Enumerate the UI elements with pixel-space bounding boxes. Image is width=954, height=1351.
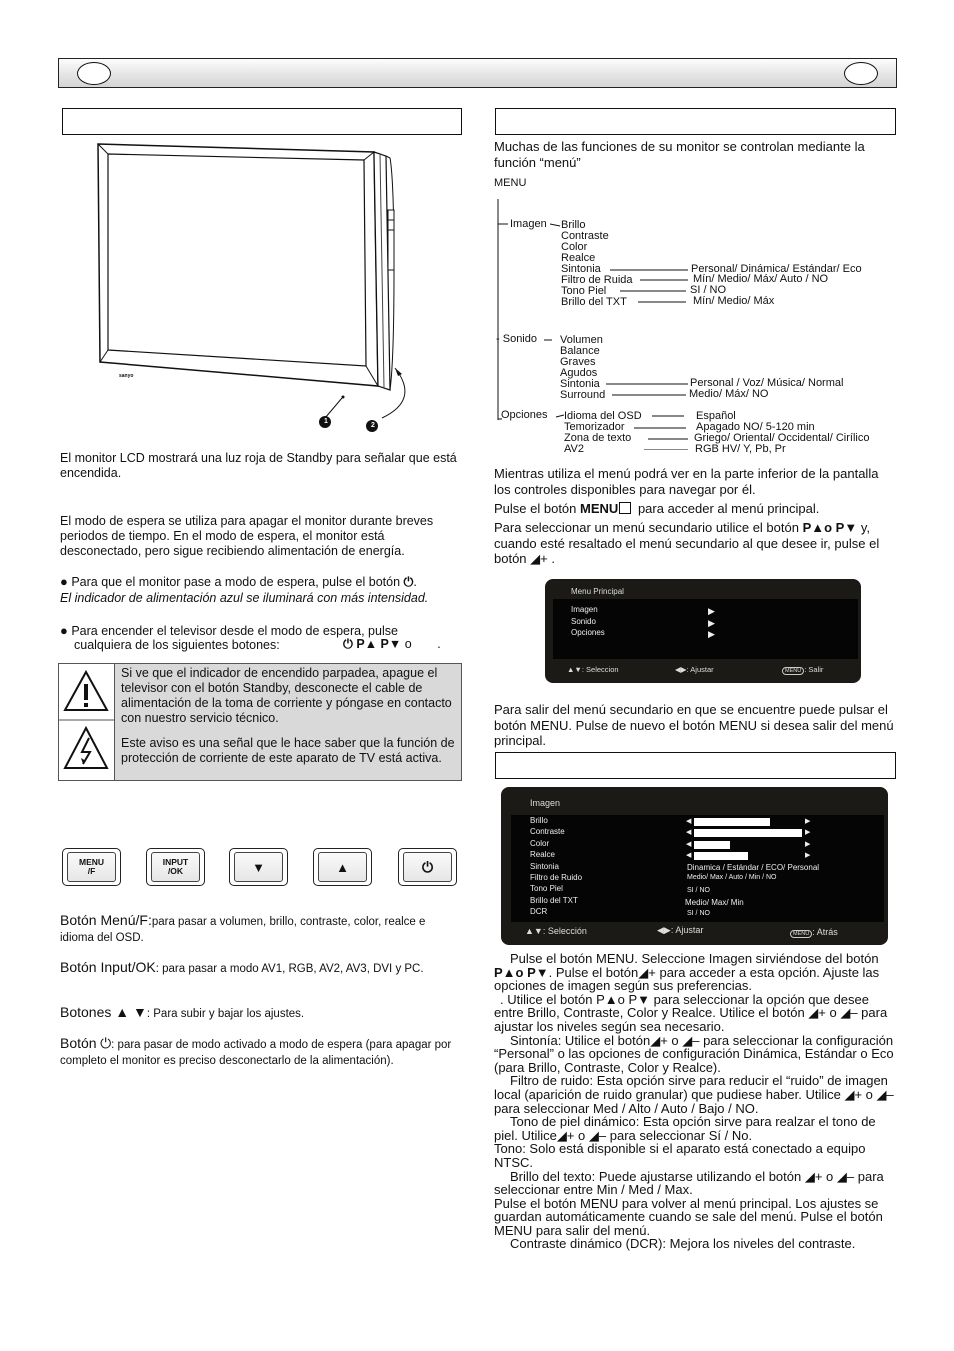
nav-menu-line-b: para acceder al menú principal.: [637, 501, 820, 516]
tree-item: Contraste: [561, 230, 609, 242]
menu-intro: Muchas de las funciones de su monitor se controlan mediante la función “menú”: [494, 139, 865, 170]
or-label: o: [404, 637, 412, 651]
tree-opciones-opt-1: Español: [696, 410, 736, 422]
up-key-label: ▲: [318, 852, 367, 882]
nav-submenu-a: Para seleccionar un menú secundario utilice el botón: [494, 520, 799, 535]
tree-imagen-opt-3: SI / NO: [690, 284, 727, 296]
imagen-instructions: [494, 952, 894, 1251]
warning-box: [58, 663, 462, 781]
nav-menu-line-a: Pulse el botón: [494, 501, 577, 516]
imagen-step-1: [494, 952, 894, 993]
slider-bar-brillo: [694, 818, 770, 826]
trailing-dot: .: [437, 637, 441, 651]
right-section-header: [495, 108, 896, 135]
tree-item: Surround: [560, 389, 606, 401]
imagen-step-1-c: + para acceder a esta opción. Ajuste las opciones de imagen según sus preferencias.: [494, 964, 880, 994]
slider-bar-contraste: [694, 829, 802, 837]
warning-text-2: Este aviso es una señal que le hace saber que la función de protección de corriente de este aparato de TV está activa.: [121, 736, 455, 765]
channel-keys: P▲ P▼: [356, 637, 402, 651]
power-icon: ⏻: [100, 1035, 112, 1051]
tree-item: Brillo: [561, 219, 586, 231]
desc-power-text: : para pasar de modo activado a modo de espera (para apagar por completo el monitor es preciso desconectarlo de la alimentación).: [60, 1039, 452, 1067]
osd-item-dcr: DCR: [530, 907, 548, 917]
arrow-left-icon: ◀: [686, 852, 692, 860]
menu-label: MENU: [494, 177, 527, 189]
down-key-label: ▼: [234, 852, 283, 882]
menu-key-label: MENU /F: [67, 852, 116, 882]
bullet-standby: ● Para que el monitor pase a modo de espera, pulse el botón ⏻.: [60, 574, 417, 589]
tv-illustration: [90, 140, 420, 440]
tree-imagen-items: [561, 220, 633, 308]
left-section-header: [62, 108, 462, 135]
standby-paragraph: El modo de espera se utiliza para apagar el monitor durante breves periodos de tiempo. En el modo de espera, el monitor está desconectado, pero sigue recibiendo alimentación de energía.: [60, 514, 434, 558]
osd-item-color: Color: [530, 838, 550, 848]
tree-item: Sintonia: [560, 378, 600, 390]
menu-key-glyph: MENU: [580, 501, 619, 516]
osd-footer-adjust-text: : Ajustar: [686, 665, 714, 674]
tree-imagen: Imagen: [510, 218, 547, 230]
tree-sonido: - Sonido: [496, 333, 537, 345]
tree-item: Filtro de Ruida: [561, 274, 633, 286]
tree-opciones-opt-4: RGB HV/ Y, Pb, Pr: [695, 443, 786, 455]
imagen-step-7: Brillo del texto: Puede ajustarse utilizando el botón ◢+ o ◢– para seleccionar entre Min / Med / Max.: [494, 1168, 884, 1198]
header-right-oval: [844, 62, 878, 85]
bullet-wake: ● Para encender el televisor desde el modo de espera, pulse: [60, 623, 398, 638]
desc-menu-text: para pasar a volumen, brillo, contraste, color, realce e idioma del OSD.: [60, 916, 426, 944]
osd-opt-filtro: Medio/ Max / Auto / Min / NO: [687, 874, 777, 881]
nav-submenu-b: y, cuando esté resaltado el menú secundario al que desee ir, pulse el botón: [494, 520, 880, 566]
osd-footer-back-text: : Atrás: [812, 927, 838, 937]
tree-item: AV2: [564, 443, 584, 455]
osd-main-footer-exit: [782, 665, 823, 674]
imagen-step-6: Tono: Solo está disponible si el aparato está conectado a equipo NTSC.: [494, 1141, 866, 1170]
callout-1: 1: [324, 418, 328, 425]
slider-bar-realce: [694, 852, 748, 860]
tree-item: Volumen: [560, 334, 603, 346]
desc-updown-heading: Botones ▲ ▼: [60, 1004, 147, 1020]
imagen-step-1-a: Pulse el botón MENU. Seleccione Imagen sirviéndose del botón: [510, 951, 879, 966]
power-icon: ⏻: [403, 852, 452, 882]
arrow-right-icon: ▶: [708, 617, 715, 628]
osd-item-contraste: Contraste: [530, 827, 565, 837]
osd-item-sintonia: Sintonia: [530, 861, 559, 871]
menu-pill-icon: MENU: [790, 930, 812, 938]
tree-opciones-opt-2: Apagado NO/ 5-120 min: [696, 421, 815, 433]
up-key: [313, 848, 372, 886]
down-key: [229, 848, 288, 886]
imagen-step-9: Contraste dinámico (DCR): Mejora los niveles del contraste.: [510, 1236, 856, 1252]
volume-icon: ◢: [530, 551, 541, 566]
menu-key: [62, 848, 121, 886]
tree-item: Graves: [560, 356, 596, 368]
updown-icon: ▲▼: [567, 665, 582, 674]
desc-menu-button: [60, 913, 460, 946]
tree-item: Color: [561, 241, 588, 253]
osd-opt-dcr: SI / NO: [687, 910, 710, 917]
osd-main-footer-adjust: [675, 665, 714, 674]
standby-note: El monitor LCD mostrará una luz roja de Standby para señalar que está encendida.: [60, 451, 457, 480]
osd-main-footer-select: [567, 665, 619, 674]
bullet-wake-line1: Para encender el televisor desde el modo de espera, pulse: [71, 624, 398, 638]
tree-sonido-items: [560, 335, 605, 401]
osd-arrow-column: [708, 606, 715, 641]
standby-indicator-note: El indicador de alimentación azul se iluminará con más intensidad.: [60, 591, 429, 605]
osd-main-title: Menu Principal: [571, 587, 624, 596]
imagen-step-1-b: . Pulse el botón: [548, 964, 639, 980]
osd-item-brillo: Brillo: [530, 816, 548, 825]
osd-item-realce: Realce: [530, 850, 555, 860]
warning-icons: [59, 664, 114, 780]
tree-item: Idioma del OSD: [564, 410, 642, 422]
input-key-label: INPUT /OK: [151, 852, 200, 882]
imagen-section-header: [495, 752, 896, 779]
desc-power-button: [60, 1036, 460, 1069]
osd-item-tono: Tono Piel: [530, 884, 563, 894]
tree-imagen-opt-2: Mín/ Medio/ Máx/ Auto / NO: [693, 273, 829, 285]
osd-imagen-footer-adjust: [657, 925, 703, 936]
osd-item-brillo-txt: Brillo del TXT: [530, 895, 578, 905]
tree-item: Zona de texto: [564, 432, 632, 444]
lightning-icon: [65, 728, 107, 768]
bullet-standby-text: Para que el monitor pase a modo de espera, pulse el botón: [71, 575, 401, 589]
input-key: [146, 848, 205, 886]
tree-sonido-opt-2: Medio/ Máx/ NO: [689, 388, 769, 400]
tree-item: Brillo del TXT: [561, 296, 627, 308]
exit-paragraph: Para salir del menú secundario en que se encuentre puede pulsar el botón MENU. Pulse de nuevo el botón MENU si desea salir del menú principal.: [494, 702, 894, 748]
tree-item: Sintonia: [561, 263, 601, 275]
arrow-right-icon: ▶: [805, 852, 811, 860]
channel-keys: P▲o P▼: [802, 520, 858, 535]
menu-pill-icon: MENU: [782, 667, 804, 675]
tree-opciones: Opciones: [501, 409, 548, 421]
osd-slider-bars: [694, 817, 802, 865]
header-left-oval: [77, 62, 111, 85]
osd-imagen-footer-select: [525, 926, 587, 936]
osd-imagen-title: Imagen: [530, 798, 561, 808]
tree-opciones-opt-3: Griego/ Oriental/ Occidental/ Cirílico: [694, 432, 870, 444]
bullet-wake-keys-line: [343, 637, 463, 652]
desc-menu-heading: Botón Menú/F:: [60, 912, 152, 928]
osd-footer-adjust-text: : Ajustar: [670, 925, 704, 935]
arrow-left-icon: ◀: [686, 840, 692, 848]
bullet-wake-line2: cualquiera de los siguientes botones:: [74, 638, 280, 652]
imagen-step-2: . Utilice el botón P▲o P▼ para seleccionar la opción que desee entre Brillo, Contraste, Color y Realce. Utilice el botón ◢+ o ◢– para ajustar los niveles según sea necesario.: [494, 991, 888, 1034]
nav-menu-line: [494, 501, 894, 517]
tree-item: Tono Piel: [561, 285, 607, 297]
power-icon: ⏻: [403, 575, 414, 589]
arrow-right-icon: ▶: [805, 840, 811, 848]
desc-input-button: [60, 960, 460, 977]
desc-input-text: : para pasar a modo AV1, RGB, AV2, AV3, DVI y PC.: [155, 963, 424, 975]
osd-footer-select-text: : Seleccion: [581, 665, 619, 674]
osd-opt-sintonia: Dinamica / Estándar / ECO/ Personal: [687, 863, 820, 872]
header-bar: [58, 58, 897, 88]
nav-submenu-c: + .: [540, 551, 555, 566]
tree-item: Agudos: [560, 367, 598, 379]
osd-main-items: [571, 604, 605, 639]
tree-sonido-label: Sonido: [502, 333, 537, 345]
tree-opciones-items: [564, 411, 642, 455]
callout-2: 2: [371, 422, 375, 429]
osd-footer-select-text: : Selección: [542, 926, 587, 936]
osd-item-sonido: Sonido: [571, 616, 596, 626]
desc-updown-text: : Para subir y bajar los ajustes.: [146, 1008, 305, 1020]
leftright-icon: ◀▶: [657, 925, 671, 935]
volume-icon: ◢: [638, 964, 649, 980]
power-key: [398, 848, 457, 886]
leftright-icon: ◀▶: [675, 665, 687, 674]
slider-bar-color: [694, 841, 730, 849]
imagen-step-4: Filtro de ruido: Esta opción sirve para reducir el “ruido” de imagen local (aparición de ruido granular) que pudiese haber. Utilice ◢+ o ◢–para seleccionar Med / Alto / Auto / Bajo / NO.: [494, 1073, 894, 1116]
tree-sonido-opt-1: Personal / Voz/ Música/ Normal: [690, 377, 844, 389]
tree-item: Balance: [560, 345, 600, 357]
arrow-right-icon: ▶: [708, 606, 715, 616]
osd-item-imagen: Imagen: [571, 605, 598, 614]
tree-imagen-opt-1: Personal/ Dinámica/ Estándar/ Eco: [691, 263, 862, 275]
arrow-right-icon: ▶: [805, 829, 811, 837]
osd-opt-tono: SI / NO: [687, 887, 710, 894]
osd-imagen-items: [530, 815, 582, 918]
arrow-left-icon: ◀: [686, 818, 692, 825]
updown-icon: ▲▼: [525, 926, 543, 936]
imagen-step-8: Pulse el botón MENU para volver al menú principal. Los ajustes se guardan automáticamente cuando se sale del menú. Pulse el botón MENU para salir del menú.: [494, 1195, 883, 1238]
osd-opt-brillo-txt: Medio/ Max/ Min: [685, 898, 744, 907]
osd-slider-right-arrows: [805, 816, 810, 862]
tree-imagen-opt-4: Mín/ Medio/ Máx: [693, 295, 775, 307]
arrow-left-icon: ◀: [686, 829, 692, 837]
osd-footer-exit-text: : Salir: [804, 665, 824, 674]
desc-updown-buttons: [60, 1005, 460, 1022]
desc-input-heading: Botón Input/OK: [60, 959, 156, 975]
osd-imagen-footer-back: [790, 927, 838, 937]
osd-item-opciones: Opciones: [571, 628, 605, 637]
tv-brand-logo: sanyo: [119, 373, 134, 379]
menu-box-icon: [619, 502, 631, 514]
tree-item: Temorizador: [564, 421, 625, 433]
arrow-right-icon: ▶: [708, 629, 715, 639]
osd-item-filtro: Filtro de Ruido: [530, 873, 583, 883]
arrow-right-icon: ▶: [805, 818, 811, 825]
nav-paragraph: Mientras utiliza el menú podrá ver en la parte inferior de la pantalla los controles disponibles para navegar por él.: [494, 466, 879, 497]
warning-text-1: Si ve que el indicador de encendido parpadea, apague el televisor con el botón Standby, desconecte el cable de alimentación de la toma de corriente y póngase en contacto con nuestro servicio técnico.: [121, 666, 452, 725]
imagen-step-3: Sintonía: Utilice el botón◢+ o ◢– para seleccionar la configuración “Personal” o las opciones de configuración Dinámica, Estándar o Eco (para Brillo, Contraste, Color y Realce).: [494, 1032, 894, 1075]
nav-submenu-paragraph: [494, 520, 894, 567]
osd-slider-left-arrows: [686, 816, 691, 862]
desc-power-heading: Botón: [60, 1035, 97, 1051]
power-icon: ⏻: [343, 637, 353, 651]
osd-imagen-menu: [501, 787, 888, 945]
warning-icon-column: [59, 664, 115, 780]
channel-keys: P▲o P▼: [494, 964, 549, 980]
imagen-step-5: Tono de piel dinámico: Esta opción sirve para realzar el tono de piel. Utilice◢+ o ◢– para seleccionar Sí / No.: [494, 1114, 876, 1143]
osd-main-menu: [545, 579, 861, 683]
tree-item: Realce: [561, 252, 596, 264]
